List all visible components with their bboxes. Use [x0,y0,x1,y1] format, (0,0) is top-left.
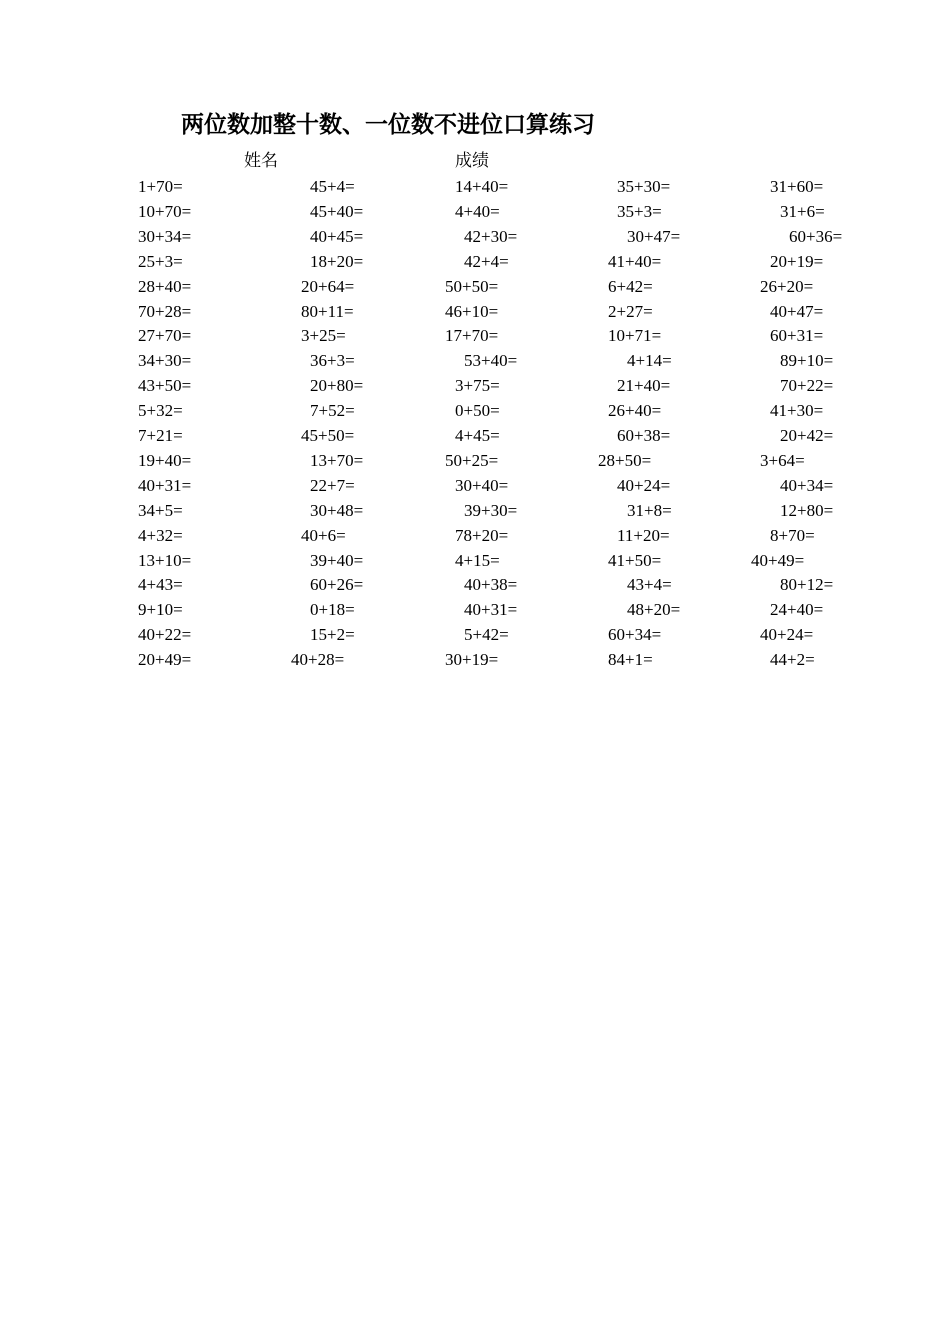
problem-cell: 13+70= [310,450,364,470]
problem-cell: 5+32= [138,401,183,421]
problem-cell: 40+22= [138,625,192,645]
problem-cell: 30+47= [627,226,681,246]
problem-cell: 46+10= [445,301,499,321]
problem-cell: 34+30= [138,351,192,371]
problem-cell: 45+50= [301,426,355,445]
problem-cell: 20+19= [770,251,824,271]
problem-cell: 60+31= [770,326,824,346]
problem-cell: 11+20= [617,525,670,545]
problem-cell: 39+40= [310,550,364,570]
problem-cell: 50+25= [445,450,499,470]
problem-cell: 26+40= [608,401,662,421]
problem-cell: 39+30= [464,500,518,520]
problem-cell: 24+40= [770,600,824,620]
problem-cell: 40+6= [301,525,346,545]
problem-cell: 84+1= [608,650,653,670]
problem-cell: 7+52= [310,401,355,421]
problem-cell: 12+80= [780,500,834,520]
problem-cell: 18+20= [310,251,364,271]
problem-cell: 20+80= [310,376,364,396]
problem-cell: 13+10= [138,550,192,570]
problem-cell: 31+6= [780,201,825,221]
problem-cell: 40+24= [617,475,671,495]
problem-cell: 89+10= [780,351,834,371]
problem-cell: 50+50= [445,276,499,296]
problem-cell: 10+70= [138,201,192,221]
problem-cell: 60+34= [608,625,662,645]
problem-cell: 4+15= [455,550,500,570]
name-label: 姓名 [244,151,278,171]
problem-cell: 43+4= [627,575,672,595]
problem-cell: 26+20= [760,276,814,296]
problem-cell: 17+70= [445,326,499,346]
problem-cell: 40+38= [464,575,518,595]
problem-cell: 34+5= [138,500,183,520]
problem-cell: 60+36= [789,226,843,246]
problem-cell: 8+70= [770,525,815,545]
problem-cell: 53+40= [464,351,518,371]
problem-cell: 48+20= [627,600,681,620]
problem-cell: 80+11= [301,301,354,321]
problem-cell: 30+34= [138,226,192,246]
problem-cell: 41+30= [770,401,824,421]
problem-cell: 35+3= [617,201,662,221]
problem-cell: 40+31= [464,600,518,620]
problem-cell: 78+20= [455,525,509,545]
problem-cell: 35+30= [617,177,671,196]
problem-cell: 44+2= [770,650,815,670]
problem-cell: 2+27= [608,301,653,321]
problem-cell: 40+34= [780,475,834,495]
problem-cell: 3+25= [301,326,346,346]
problem-cell: 41+50= [608,550,662,570]
problem-cell: 21+40= [617,376,671,396]
problem-cell: 45+4= [310,177,355,196]
problem-cell: 40+47= [770,301,824,321]
problem-cell: 3+75= [455,376,500,396]
problem-cell: 40+24= [760,625,814,645]
problem-cell: 4+43= [138,575,183,595]
problem-cell: 20+42= [780,426,834,445]
problem-cell: 14+40= [455,177,509,196]
problem-cell: 10+71= [608,326,662,346]
problem-cell: 40+49= [751,550,805,570]
problem-cell: 30+40= [455,475,509,495]
problem-cell: 30+19= [445,650,499,670]
problem-cell: 6+42= [608,276,653,296]
problem-cell: 5+42= [464,625,509,645]
problem-cell: 36+3= [310,351,355,371]
problem-cell: 7+21= [138,426,183,445]
problem-cell: 3+64= [760,450,805,470]
problem-cell: 0+50= [455,401,500,421]
problem-cell: 25+3= [138,251,183,271]
problem-cell: 28+40= [138,276,192,296]
problem-cell: 31+60= [770,177,824,196]
worksheet-title: 两位数加整十数、一位数不进位口算练习 [181,112,595,138]
problem-cell: 15+2= [310,625,355,645]
problem-cell: 40+28= [291,650,345,670]
problem-cell: 41+40= [608,251,662,271]
problem-cell: 70+28= [138,301,192,321]
problem-cell: 45+40= [310,201,364,221]
score-label: 成绩 [455,151,489,171]
problem-cell: 70+22= [780,376,834,396]
problem-cell: 22+7= [310,475,355,495]
problem-cell: 4+40= [455,201,500,221]
problem-cell: 28+50= [598,450,652,470]
problem-cell: 60+38= [617,426,671,445]
problem-cell: 40+31= [138,475,192,495]
problem-cell: 20+64= [301,276,355,296]
problem-cell: 31+8= [627,500,672,520]
problem-cell: 4+14= [627,351,672,371]
problem-cell: 1+70= [138,177,183,196]
problem-cell: 40+45= [310,226,364,246]
problem-cell: 42+4= [464,251,509,271]
problem-cell: 4+45= [455,426,500,445]
problem-cell: 4+32= [138,525,183,545]
problem-cell: 30+48= [310,500,364,520]
problem-cell: 20+49= [138,650,192,670]
problem-cell: 60+26= [310,575,364,595]
problem-cell: 0+18= [310,600,355,620]
problem-cell: 27+70= [138,326,192,346]
problem-cell: 42+30= [464,226,518,246]
problem-cell: 80+12= [780,575,834,595]
problem-cell: 19+40= [138,450,192,470]
problem-cell: 9+10= [138,600,183,620]
problem-cell: 43+50= [138,376,192,396]
